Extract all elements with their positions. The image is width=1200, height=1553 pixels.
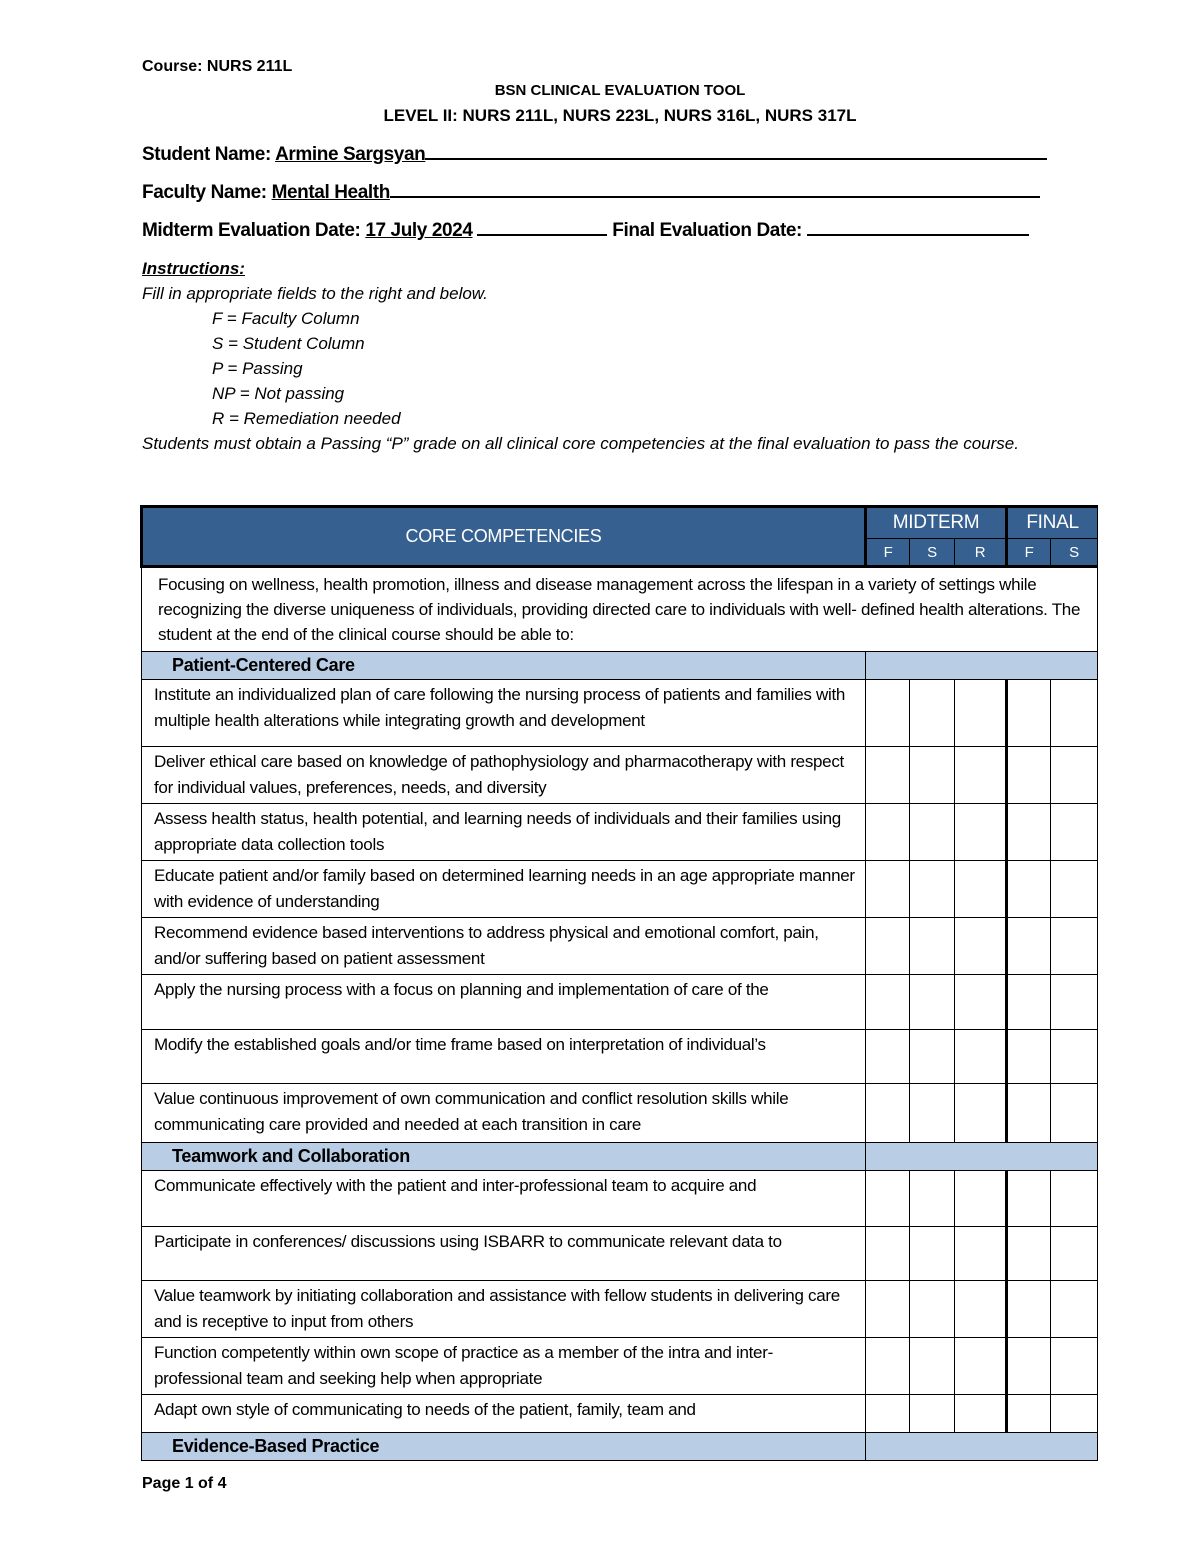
final-f-cell[interactable] [1007, 1395, 1051, 1433]
midterm-f-cell[interactable] [866, 747, 910, 804]
legend-item: S = Student Column [212, 334, 365, 353]
midterm-date-value[interactable]: 17 July 2024 [365, 220, 473, 241]
final-f-cell[interactable] [1007, 1281, 1051, 1338]
final-s-cell[interactable] [1051, 1030, 1098, 1084]
midterm-s-cell[interactable] [910, 804, 955, 861]
midterm-s-cell[interactable] [910, 1227, 955, 1281]
final-f-cell[interactable] [1007, 975, 1051, 1030]
competency-row [142, 1171, 1098, 1227]
competency-row [142, 804, 1098, 861]
competency-text: Participate in conferences/ discussions using ISBARR to communicate relevant data to [142, 1227, 866, 1281]
midterm-r-cell[interactable] [955, 1227, 1007, 1281]
section-fill [866, 1143, 1098, 1171]
section-fill [866, 652, 1098, 680]
student-name-line [425, 142, 1047, 160]
legend-item: R = Remediation needed [212, 409, 401, 428]
midterm-s-cell[interactable] [910, 1395, 955, 1433]
midterm-r-cell[interactable] [955, 861, 1007, 918]
midterm-r-cell[interactable] [955, 804, 1007, 861]
competency-text: Deliver ethical care based on knowledge of pathophysiology and pharmacotherapy with respect for individual values, preferences, needs, and diversity [142, 747, 866, 804]
midterm-f-cell[interactable] [866, 1395, 910, 1433]
midterm-r-cell[interactable] [955, 1395, 1007, 1433]
midterm-f-cell[interactable] [866, 861, 910, 918]
final-s-cell[interactable] [1051, 861, 1098, 918]
midterm-s-cell[interactable] [910, 975, 955, 1030]
competencies-table [140, 505, 1098, 1461]
legend-item: P = Passing [212, 359, 303, 378]
midterm-f-cell[interactable] [866, 1227, 910, 1281]
final-s-cell[interactable] [1051, 680, 1098, 747]
midterm-f-cell[interactable] [866, 1338, 910, 1395]
competency-text: Institute an individualized plan of care following the nursing process of patients and families with multiple health alterations while integrating growth and development [142, 680, 866, 747]
midterm-r-cell[interactable] [955, 680, 1007, 747]
section-row [142, 1143, 1098, 1171]
midterm-header: MIDTERM [866, 507, 1007, 539]
midterm-col-f: F [866, 539, 910, 567]
midterm-r-cell[interactable] [955, 1171, 1007, 1227]
competency-text: Adapt own style of communicating to needs of the patient, family, team and [142, 1395, 866, 1433]
final-f-cell[interactable] [1007, 804, 1051, 861]
instructions-line: Fill in appropriate fields to the right and below. [142, 284, 488, 303]
competency-text: Communicate effectively with the patient and inter-professional team to acquire and [142, 1171, 866, 1227]
legend-item: NP = Not passing [212, 384, 345, 403]
final-s-cell[interactable] [1051, 975, 1098, 1030]
student-name-field [142, 142, 1047, 166]
final-f-cell[interactable] [1007, 680, 1051, 747]
final-f-cell[interactable] [1007, 918, 1051, 975]
final-s-cell[interactable] [1051, 918, 1098, 975]
competency-text: Function competently within own scope of practice as a member of the intra and inter-professional team and seeking help when appropriate [142, 1338, 866, 1395]
document-title: BSN CLINICAL EVALUATION TOOL [494, 82, 746, 99]
section-row [142, 652, 1098, 680]
competency-intro: Focusing on wellness, health promotion, illness and disease management across the lifespan in a variety of settings while recognizing the diverse uniqueness of individuals, providing directed care to individuals with well- defined health alterations. The student at the end of the clinical course should be able to: [142, 567, 1098, 652]
final-f-cell[interactable] [1007, 861, 1051, 918]
midterm-s-cell[interactable] [910, 1338, 955, 1395]
faculty-name-label: Faculty Name: [142, 182, 267, 203]
competency-text: Apply the nursing process with a focus on planning and implementation of care of the [142, 975, 866, 1030]
faculty-name-field [142, 180, 1040, 204]
final-col-f: F [1007, 539, 1051, 567]
competency-row [142, 747, 1098, 804]
midterm-s-cell[interactable] [910, 747, 955, 804]
midterm-r-cell[interactable] [955, 975, 1007, 1030]
competency-row [142, 680, 1098, 747]
competency-row [142, 918, 1098, 975]
student-name-label: Student Name: [142, 144, 271, 165]
evaluation-dates-field [142, 218, 1029, 242]
competency-row [142, 975, 1098, 1030]
midterm-r-cell[interactable] [955, 1338, 1007, 1395]
final-s-cell[interactable] [1051, 1281, 1098, 1338]
midterm-s-cell[interactable] [910, 1084, 955, 1143]
final-s-cell[interactable] [1051, 747, 1098, 804]
midterm-f-cell[interactable] [866, 680, 910, 747]
midterm-s-cell[interactable] [910, 1030, 955, 1084]
midterm-col-r: R [955, 539, 1007, 567]
faculty-name-line [390, 180, 1040, 198]
competency-row [142, 1281, 1098, 1338]
midterm-s-cell[interactable] [910, 1281, 955, 1338]
midterm-r-cell[interactable] [955, 918, 1007, 975]
instructions-block [142, 256, 1062, 456]
final-f-cell[interactable] [1007, 747, 1051, 804]
final-f-cell[interactable] [1007, 1171, 1051, 1227]
midterm-f-cell[interactable] [866, 1171, 910, 1227]
final-header: FINAL [1007, 507, 1098, 539]
final-s-cell[interactable] [1051, 1084, 1098, 1143]
midterm-s-cell[interactable] [910, 861, 955, 918]
competency-row [142, 1338, 1098, 1395]
competency-text: Value teamwork by initiating collaboration and assistance with fellow students in delivering care and is receptive to input from others [142, 1281, 866, 1338]
page-number: Page 1 of 4 [142, 1475, 227, 1492]
midterm-f-cell[interactable] [866, 804, 910, 861]
competency-text: Recommend evidence based interventions to address physical and emotional comfort, pain, and/or suffering based on patient assessment [142, 918, 866, 975]
final-date-line[interactable] [807, 218, 1029, 236]
section-title: Patient-Centered Care [142, 652, 866, 680]
section-row [142, 1433, 1098, 1461]
competency-row [142, 861, 1098, 918]
midterm-s-cell[interactable] [910, 1171, 955, 1227]
final-f-cell[interactable] [1007, 1030, 1051, 1084]
course-label: Course: NURS 211L [142, 58, 293, 75]
final-s-cell[interactable] [1051, 1338, 1098, 1395]
final-s-cell[interactable] [1051, 1227, 1098, 1281]
competency-text: Assess health status, health potential, and learning needs of individuals and their families using appropriate data collection tools [142, 804, 866, 861]
competency-text: Value continuous improvement of own communication and conflict resolution skills while communicating care provided and needed at each transition in care [142, 1084, 866, 1143]
midterm-s-cell[interactable] [910, 918, 955, 975]
midterm-f-cell[interactable] [866, 1030, 910, 1084]
midterm-date-label: Midterm Evaluation Date: [142, 220, 361, 241]
competency-row [142, 1395, 1098, 1433]
instructions-heading: Instructions: [142, 259, 245, 278]
final-f-cell[interactable] [1007, 1338, 1051, 1395]
midterm-col-s: S [910, 539, 955, 567]
final-s-cell[interactable] [1051, 804, 1098, 861]
competency-text: Modify the established goals and/or time frame based on interpretation of individual’s [142, 1030, 866, 1084]
midterm-date-line [477, 218, 607, 236]
midterm-r-cell[interactable] [955, 747, 1007, 804]
final-date-label: Final Evaluation Date: [612, 220, 802, 241]
midterm-f-cell[interactable] [866, 1084, 910, 1143]
section-title: Teamwork and Collaboration [142, 1143, 866, 1171]
competency-row [142, 1227, 1098, 1281]
section-fill [866, 1433, 1098, 1461]
core-competencies-header: CORE COMPETENCIES [142, 507, 866, 567]
final-col-s: S [1051, 539, 1098, 567]
midterm-f-cell[interactable] [866, 1281, 910, 1338]
final-s-cell[interactable] [1051, 1395, 1098, 1433]
final-f-cell[interactable] [1007, 1084, 1051, 1143]
competency-row [142, 1030, 1098, 1084]
midterm-f-cell[interactable] [866, 975, 910, 1030]
midterm-f-cell[interactable] [866, 918, 910, 975]
student-name-value[interactable]: Armine Sargsyan [275, 144, 426, 165]
midterm-r-cell[interactable] [955, 1030, 1007, 1084]
faculty-name-value[interactable]: Mental Health [271, 182, 390, 203]
section-title: Evidence-Based Practice [142, 1433, 866, 1461]
midterm-r-cell[interactable] [955, 1084, 1007, 1143]
competency-row [142, 1084, 1098, 1143]
competency-text: Educate patient and/or family based on determined learning needs in an age appropriate manner with evidence of understanding [142, 861, 866, 918]
level-title: LEVEL II: NURS 211L, NURS 223L, NURS 316L, NURS 317L [383, 106, 857, 125]
midterm-r-cell[interactable] [955, 1281, 1007, 1338]
final-f-cell[interactable] [1007, 1227, 1051, 1281]
instructions-note: Students must obtain a Passing “P” grade on all clinical core competencies at the final evaluation to pass the course. [142, 434, 1019, 453]
legend-item: F = Faculty Column [212, 309, 360, 328]
midterm-s-cell[interactable] [910, 680, 955, 747]
final-s-cell[interactable] [1051, 1171, 1098, 1227]
